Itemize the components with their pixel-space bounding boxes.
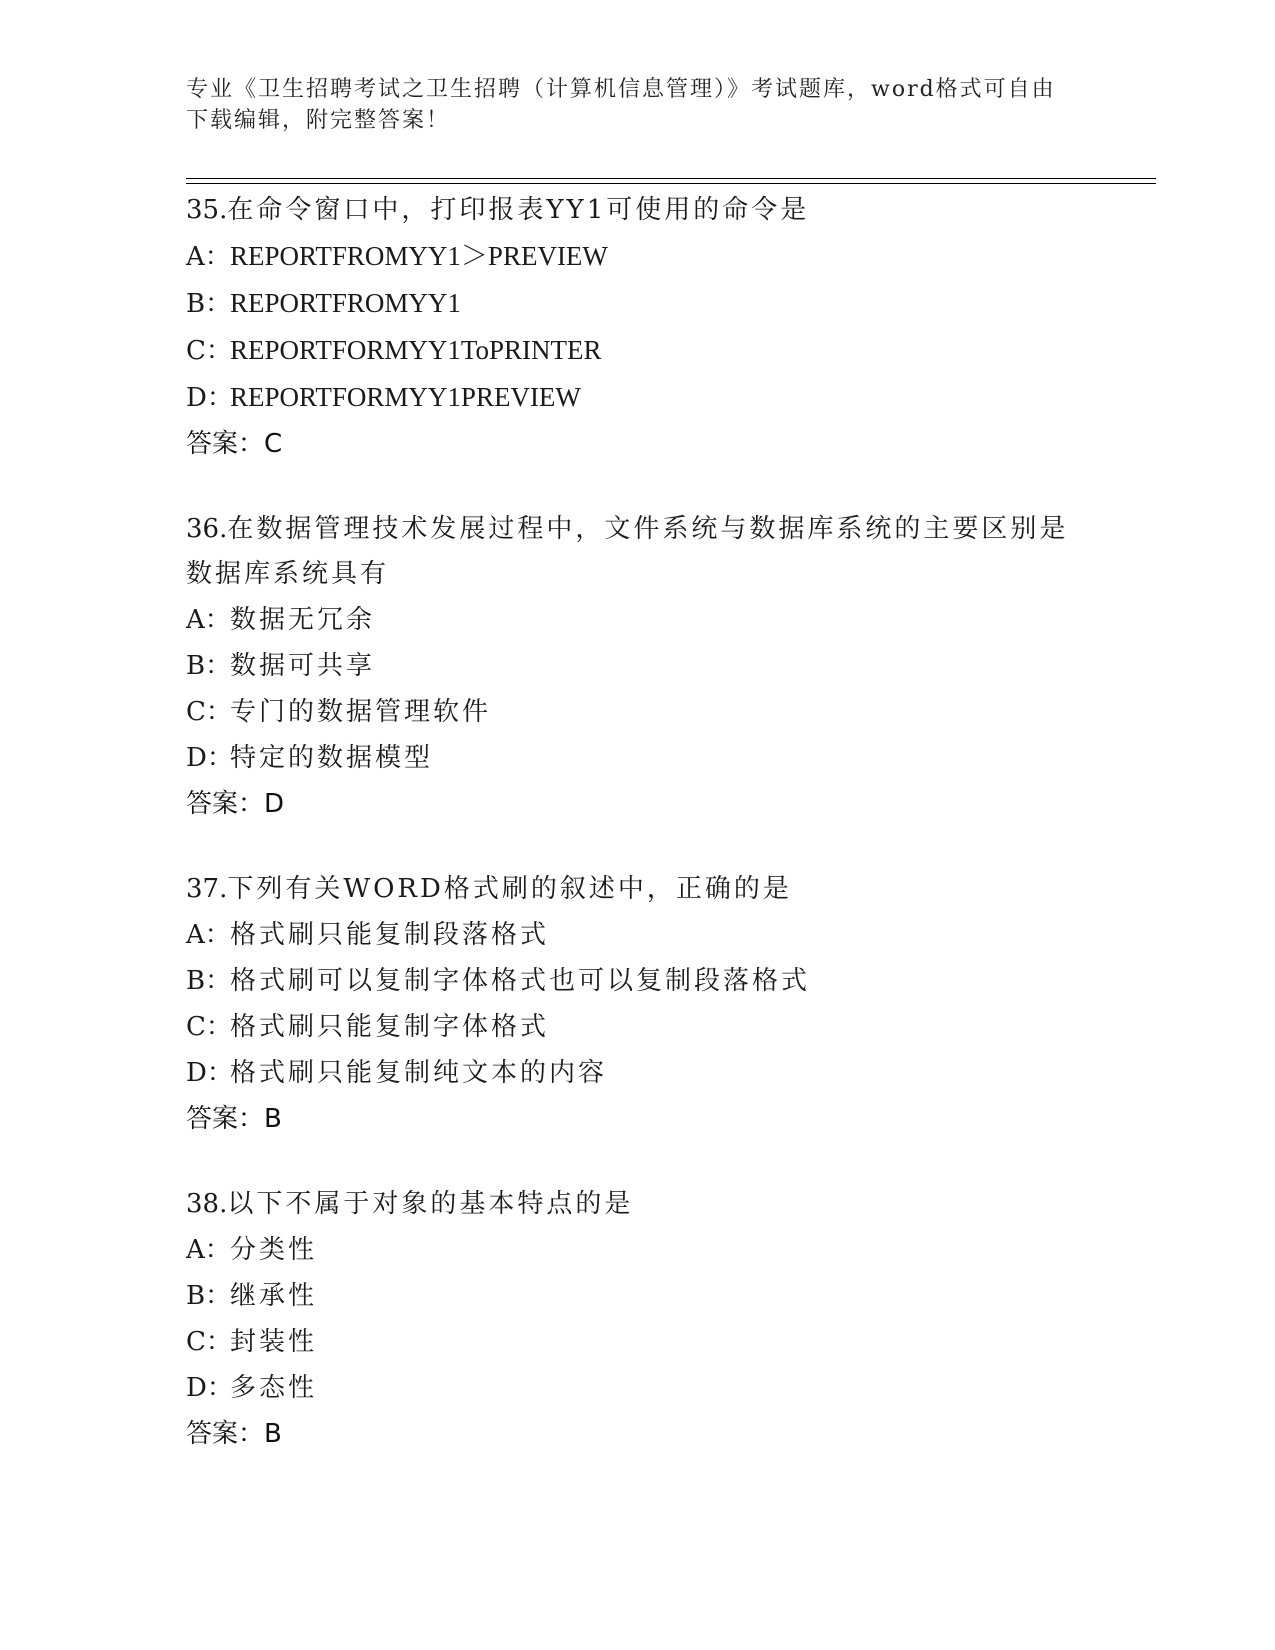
option-d	[186, 1365, 1086, 1411]
option-key: D：	[186, 743, 233, 773]
option-text: REPORTFORMYY1PREVIEW	[230, 382, 581, 412]
answer-line: 答案：D	[186, 789, 285, 819]
question-number: 38.	[186, 1189, 228, 1219]
option-key: D：	[186, 383, 233, 413]
question-list	[186, 188, 1086, 1497]
question-number: 36.	[186, 514, 228, 544]
option-d	[186, 374, 1086, 421]
option-key: A：	[186, 605, 231, 635]
option-a	[186, 233, 1086, 280]
question-38	[186, 1182, 1086, 1457]
option-key: C：	[186, 697, 232, 727]
question-35	[186, 188, 1086, 467]
header-rule-top	[186, 178, 1156, 179]
option-key: A：	[186, 920, 231, 950]
option-a	[186, 912, 1086, 958]
option-a	[186, 597, 1086, 643]
question-stem	[186, 507, 1086, 597]
option-text: 封装性	[230, 1327, 318, 1357]
answer-line: 答案：B	[186, 1419, 282, 1449]
header-rule-bottom	[186, 183, 1156, 184]
option-key: C：	[186, 1012, 232, 1042]
option-d	[186, 1050, 1086, 1096]
question-text: 在数据管理技术发展过程中，文件系统与数据库系统的主要区别是数据库系统具有	[186, 514, 1069, 589]
option-text: 数据可共享	[230, 651, 376, 681]
question-stem	[186, 867, 1086, 912]
option-key: B：	[186, 1281, 232, 1311]
option-text: 继承性	[230, 1281, 318, 1311]
option-b	[186, 643, 1086, 689]
option-b	[186, 1273, 1086, 1319]
option-text: 格式刷只能复制段落格式	[230, 920, 550, 950]
option-b	[186, 280, 1086, 327]
question-text: 下列有关WORD格式刷的叙述中，正确的是	[227, 874, 792, 904]
question-text: 在命令窗口中，打印报表YY1可使用的命令是	[227, 195, 810, 225]
question-number: 35.	[186, 195, 228, 225]
option-c	[186, 1319, 1086, 1365]
question-stem	[186, 188, 1086, 233]
option-text: REPORTFROMYY1	[230, 288, 461, 318]
option-text: 特定的数据模型	[230, 743, 434, 773]
option-key: B：	[186, 289, 232, 319]
option-text: 格式刷只能复制字体格式	[230, 1012, 550, 1042]
option-text: 多态性	[230, 1373, 318, 1403]
answer-line: 答案：B	[186, 1104, 282, 1134]
option-text: REPORTFROMYY1＞PREVIEW	[230, 241, 608, 271]
option-key: D：	[186, 1373, 233, 1403]
option-key: D：	[186, 1058, 233, 1088]
question-number: 37.	[186, 874, 228, 904]
option-text: 格式刷只能复制纯文本的内容	[230, 1058, 608, 1088]
option-key: A：	[186, 1235, 231, 1265]
option-d	[186, 735, 1086, 781]
option-key: B：	[186, 966, 232, 996]
option-text: 分类性	[230, 1235, 318, 1265]
document-header: 专业《卫生招聘考试之卫生招聘（计算机信息管理）》考试题库，word格式可自由下载编辑，附完整答案！	[186, 77, 1056, 133]
option-text: REPORTFORMYY1ToPRINTER	[230, 335, 602, 365]
option-c	[186, 1004, 1086, 1050]
option-key: C：	[186, 1327, 232, 1357]
option-b	[186, 958, 1086, 1004]
question-stem	[186, 1182, 1086, 1227]
option-text: 数据无冗余	[230, 605, 376, 635]
option-key: A：	[186, 242, 231, 272]
question-36	[186, 507, 1086, 827]
option-c	[186, 327, 1086, 374]
option-key: C：	[186, 336, 232, 366]
question-text: 以下不属于对象的基本特点的是	[227, 1189, 634, 1219]
question-37	[186, 867, 1086, 1142]
option-text: 专门的数据管理软件	[230, 697, 492, 727]
option-text: 格式刷可以复制字体格式也可以复制段落格式	[230, 966, 811, 996]
option-a	[186, 1227, 1086, 1273]
option-key: B：	[186, 651, 232, 681]
option-c	[186, 689, 1086, 735]
answer-line: 答案：C	[186, 429, 283, 459]
